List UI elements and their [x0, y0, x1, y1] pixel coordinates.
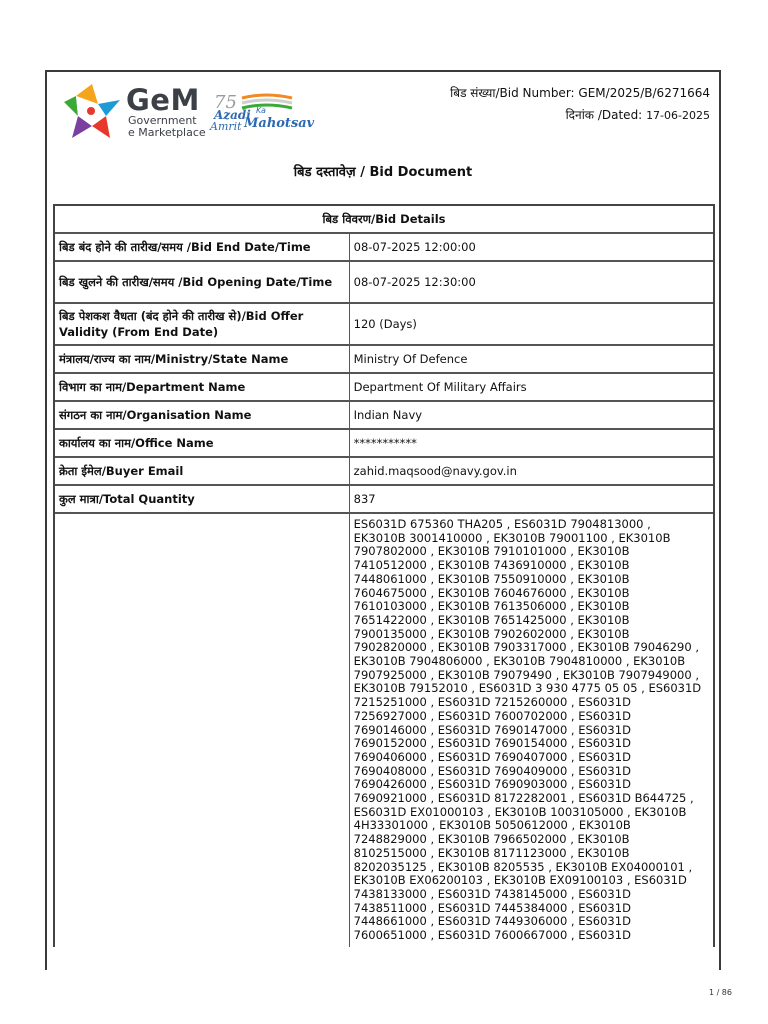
field-label: कार्यालय का नाम/Office Name	[55, 430, 350, 458]
dated-label: दिनांक /Dated:	[565, 108, 643, 122]
bid-number-value: GEM/2025/B/6271664	[578, 86, 710, 100]
gem-subtitle-line1: Government	[128, 114, 197, 127]
table-row	[55, 402, 713, 430]
field-label: संगठन का नाम/Organisation Name	[55, 402, 350, 430]
field-value: zahid.maqsood@navy.gov.in	[350, 458, 713, 486]
field-value: 08-07-2025 12:00:00	[350, 234, 713, 262]
table-row	[55, 486, 713, 514]
table-row	[55, 304, 713, 346]
table-row-items	[55, 514, 713, 947]
bid-details-table	[53, 204, 715, 947]
field-value: Department Of Military Affairs	[350, 374, 713, 402]
table-header: बिड विवरण/Bid Details	[55, 206, 713, 234]
field-value: Indian Navy	[350, 402, 713, 430]
items-list-value: ES6031D 675360 THA205 , ES6031D 7904813000 , EK3010B 3001410000 , EK3010B 79001100 , EK3010B 7907802000 , EK3010B 7910101000 , EK3010B 7410512000 , EK3010B 7436910000 , EK3010B 7448061000 , EK3010B 7550910000 , EK3010B 7604675000 , EK3010B 7604676000 , EK3010B 7610103000 , EK3010B 7613506000 , EK3010B 7651422000 , EK3010B 7651425000 , EK3010B 7900135000 , EK3010B 7902602000 , EK3010B 7902820000 , EK3010B 7903317000 , EK3010B 79046290 , EK3010B 7904806000 , EK3010B 7904810000 , EK3010B 7907925000 , EK3010B 79079490 , EK3010B 7907949000 , EK3010B 79152010 , ES6031D 3 930 4775 05 05 , ES6031D 7215251000 , ES6031D 7215260000 , ES6031D 7256927000 , ES6031D 7600702000 , ES6031D 7690146000 , ES6031D 7690147000 , ES6031D 7690152000 , ES6031D 7690154000 , ES6031D 7690406000 , ES6031D 7690407000 , ES6031D 7690408000 , ES6031D 7690409000 , ES6031D 7690426000 , ES6031D 7690903000 , ES6031D 7690921000 , ES6031D 8172282001 , ES6031D B644725 , ES6031D EX01000103 , EK3010B 1003105000 , EK3010B 4H33301000 , EK3010B 5050612000 , EK3010B 7248829000 , EK3010B 7966502000 , EK3010B 8102515000 , EK3010B 8171123000 , EK3010B 8202035125 , EK3010B 8205535 , EK3010B EX04000101 , EK3010B EX06200103 , EK3010B EX09100103 , ES6031D 7438133000 , ES6031D 7438145000 , ES6031D 7438511000 , ES6031D 7445384000 , ES6031D 7448661000 , ES6031D 7449306000 , ES6031D 7600651000 , ES6031D 7600667000 , ES6031D	[353, 517, 702, 943]
amrit-amrit-text: Amrit	[210, 120, 242, 133]
field-label: बिड खुलने की तारीख/समय /Bid Opening Date/Time	[55, 262, 350, 304]
table-row	[55, 374, 713, 402]
field-value: Ministry Of Defence	[350, 346, 713, 374]
field-value: 120 (Days)	[350, 304, 713, 346]
page-number: 1 / 86	[708, 988, 732, 997]
field-value: 837	[350, 486, 713, 514]
dated-value: 17-06-2025	[646, 109, 710, 122]
amrit-mahotsav-text: Mahotsav	[244, 116, 315, 131]
field-label: क्रेता ईमेल/Buyer Email	[55, 458, 350, 486]
field-label: कुल मात्रा/Total Quantity	[55, 486, 350, 514]
azadi-ka-amrit-mahotsav-logo	[210, 92, 315, 136]
table-header-row	[55, 206, 713, 234]
field-label: मंत्रालय/राज्य का नाम/Ministry/State Name	[55, 346, 350, 374]
gem-wordmark: GeM	[126, 83, 200, 117]
gem-logo	[62, 82, 212, 142]
bid-number-line	[450, 82, 710, 104]
svg-text:75: 75	[214, 92, 237, 113]
gem-subtitle-line2: e Marketplace	[128, 126, 206, 139]
field-value: ***********	[350, 430, 713, 458]
amrit-ka-text: Ka	[256, 106, 266, 115]
table-row	[55, 430, 713, 458]
bid-number-label: बिड संख्या/Bid Number:	[450, 86, 575, 100]
field-value: 08-07-2025 12:30:00	[350, 262, 713, 304]
field-label: बिड बंद होने की तारीख/समय /Bid End Date/Time	[55, 234, 350, 262]
document-title: बिड दस्तावेज़ / Bid Document	[293, 165, 473, 180]
items-label-cell	[55, 514, 350, 947]
field-label: बिड पेशकश वैधता (बंद होने की तारीख से)/Bid Offer Validity (From End Date)	[55, 304, 350, 346]
bid-meta	[450, 82, 710, 127]
amrit-azadi-text: Azadi	[214, 108, 251, 122]
dated-line	[450, 104, 710, 127]
table-row	[55, 458, 713, 486]
table-row	[55, 234, 713, 262]
gem-star-icon	[62, 82, 124, 142]
gem-subtitle	[128, 115, 206, 139]
field-label: विभाग का नाम/Department Name	[55, 374, 350, 402]
table-row	[55, 346, 713, 374]
table-row	[55, 262, 713, 304]
